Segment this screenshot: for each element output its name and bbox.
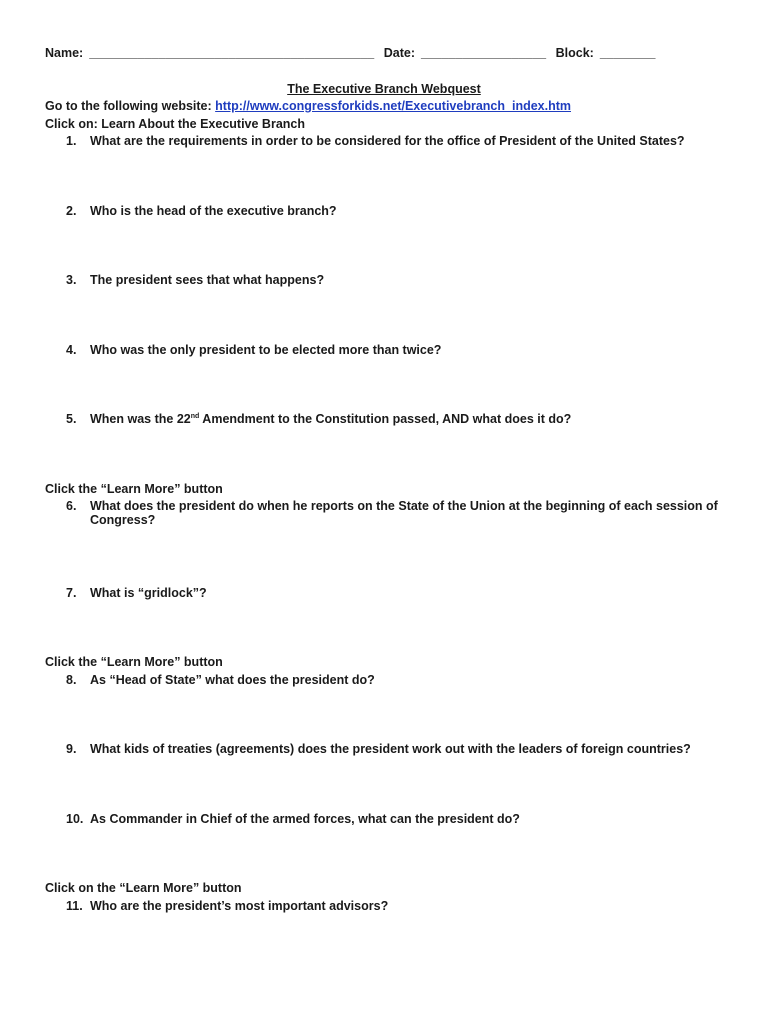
name-blank: _________________________________________ bbox=[89, 46, 375, 60]
question-number: 8. bbox=[66, 673, 77, 687]
question-6 bbox=[66, 499, 718, 527]
question-5 bbox=[66, 412, 571, 426]
question-2 bbox=[66, 204, 337, 218]
question-text-continued: Congress? bbox=[90, 513, 156, 527]
question-number: 5. bbox=[66, 412, 77, 426]
question-number: 10. bbox=[66, 812, 84, 826]
header-line bbox=[45, 46, 661, 60]
question-number: 2. bbox=[66, 204, 77, 218]
question-text: Who is the head of the executive branch? bbox=[90, 204, 337, 218]
question-9 bbox=[66, 742, 691, 756]
question-text: What is “gridlock”? bbox=[90, 586, 207, 600]
section-heading-3: Click the “Learn More” button bbox=[45, 655, 223, 669]
question-10 bbox=[66, 812, 520, 826]
intro-text: Go to the following website: bbox=[45, 99, 216, 113]
section-heading-2: Click the “Learn More” button bbox=[45, 482, 223, 496]
question-text-end: Amendment to the Constitution passed, AND what does it do? bbox=[199, 412, 572, 426]
question-text: What kids of treaties (agreements) does the president work out with the leaders of foreign countries? bbox=[90, 742, 691, 756]
question-number: 3. bbox=[66, 273, 77, 287]
question-text: Who was the only president to be elected more than twice? bbox=[90, 343, 442, 357]
date-label: Date: bbox=[383, 46, 415, 60]
website-link[interactable]: http://www.congressforkids.net/Executivebranch_index.htm bbox=[215, 99, 571, 113]
question-text: As Commander in Chief of the armed forces, what can the president do? bbox=[90, 812, 520, 826]
name-label: Name: bbox=[45, 46, 84, 60]
block-label: Block: bbox=[555, 46, 594, 60]
intro-line bbox=[45, 99, 571, 113]
question-number: 6. bbox=[66, 499, 77, 513]
question-text: As “Head of State” what does the president do? bbox=[90, 673, 375, 687]
question-text: What are the requirements in order to be considered for the office of President of the United States? bbox=[90, 134, 685, 148]
date-blank: __________________ bbox=[421, 46, 547, 60]
question-number: 9. bbox=[66, 742, 77, 756]
question-number: 4. bbox=[66, 343, 77, 357]
block-blank: ________ bbox=[599, 46, 656, 60]
question-11 bbox=[66, 899, 388, 913]
question-text: Who are the president’s most important advisors? bbox=[90, 899, 389, 913]
question-7 bbox=[66, 586, 207, 600]
question-1 bbox=[66, 134, 685, 148]
question-text: The president sees that what happens? bbox=[90, 273, 325, 287]
question-3 bbox=[66, 273, 324, 287]
question-4 bbox=[66, 343, 441, 357]
section-heading-4: Click on the “Learn More” button bbox=[45, 881, 242, 895]
question-number: 7. bbox=[66, 586, 77, 600]
question-number: 11. bbox=[66, 899, 83, 913]
question-text bbox=[90, 412, 571, 426]
question-8 bbox=[66, 673, 375, 687]
ordinal-suffix: nd bbox=[190, 413, 200, 420]
page-title: The Executive Branch Webquest bbox=[287, 82, 481, 96]
question-number: 1. bbox=[66, 134, 77, 148]
question-text: What does the president do when he reports on the State of the Union at the beginning of each session of bbox=[90, 499, 718, 513]
question-text-start: When was the 22 bbox=[90, 412, 191, 426]
section-heading-1: Click on: Learn About the Executive Branch bbox=[45, 117, 306, 131]
